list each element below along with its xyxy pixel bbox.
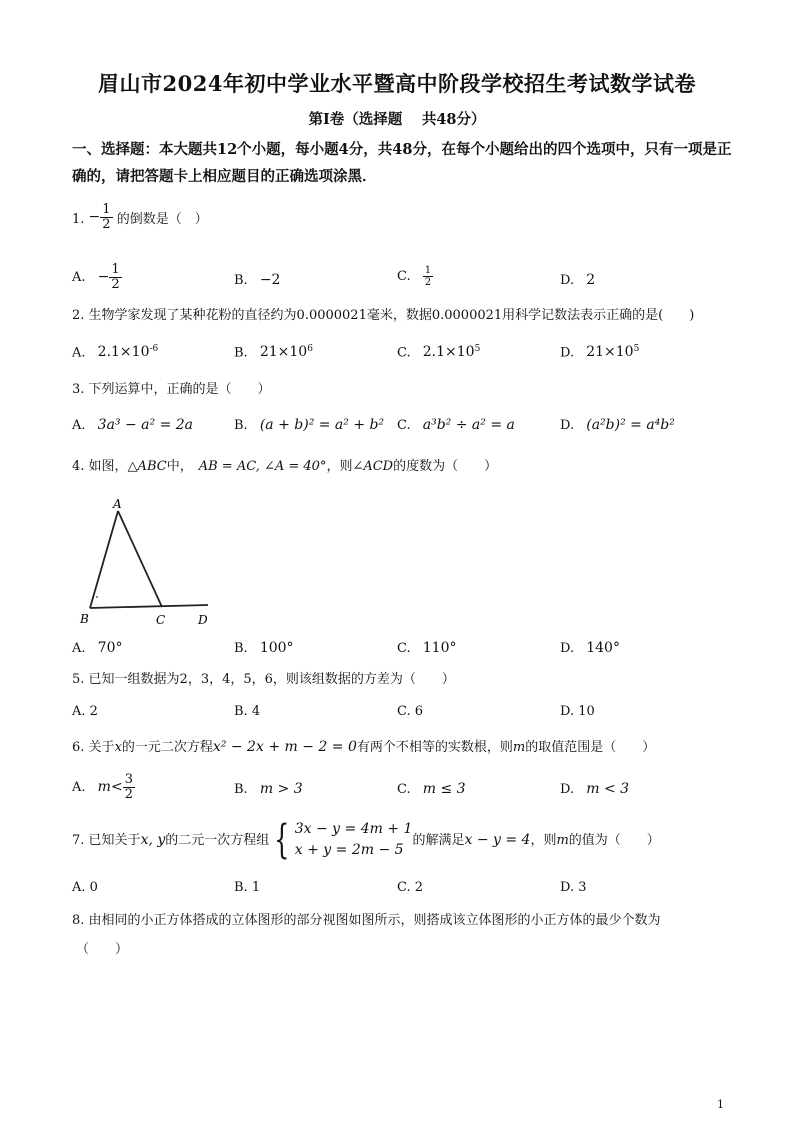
option-value: a³b² ÷ a² = a <box>422 417 515 433</box>
question-stem: 的值为（ ） <box>568 833 660 848</box>
option-label: C. <box>397 418 411 433</box>
question-number: 7. <box>72 833 85 848</box>
question-stem: 有两个不相等的实数根，则 <box>356 740 513 755</box>
question-stem: 的一元二次方程 <box>121 740 213 755</box>
exam-title: 眉山市2024年初中学业水平暨高中阶段学校招生考试数学试卷 <box>98 71 696 96</box>
fraction-denominator: 2 <box>102 217 111 232</box>
option-b <box>234 344 313 360</box>
fraction-numerator: 1 <box>424 265 432 276</box>
option-label: D. <box>560 418 575 433</box>
question-stem: 的解满足 <box>412 833 465 848</box>
option-c <box>397 880 423 895</box>
math-variable: x <box>114 740 122 755</box>
fraction-denominator: 2 <box>424 277 432 288</box>
option-label: C. <box>397 880 411 895</box>
fraction-numerator: 3 <box>124 772 133 787</box>
option-a <box>72 704 98 719</box>
option-label: A. <box>72 418 86 433</box>
question-number: 4. <box>72 459 85 474</box>
option-value: 21×10 <box>586 344 634 361</box>
option-label: B. <box>234 345 248 361</box>
math-variable: m <box>556 833 569 848</box>
option-value: 3a³ − a² = 2a <box>97 417 194 433</box>
option-d <box>560 781 629 797</box>
option-label: D. <box>560 880 575 895</box>
option-d <box>560 880 587 895</box>
fraction-denominator: 2 <box>124 787 133 802</box>
option-a <box>72 417 193 433</box>
option-value: 10 <box>578 704 595 719</box>
question-stem: 由相同的小正方体搭成的立体图形的部分视图如图所示，则搭成该立体图形的小正方体的最少个数为 <box>88 913 661 928</box>
option-label: B. <box>234 273 248 288</box>
vertex-label-c: C <box>156 613 166 627</box>
question-stem: 已知关于 <box>88 833 141 848</box>
vertex-label-a: A <box>113 497 122 511</box>
option-value: 2.1×10 <box>97 344 150 361</box>
math-expression: ∠ACD <box>352 459 394 474</box>
option-label: A. <box>72 780 86 795</box>
option-value: 2 <box>414 880 424 895</box>
option-value: 70° <box>97 640 123 656</box>
left-brace-icon: { <box>274 817 290 863</box>
option-a <box>72 263 122 292</box>
question-8-continued: （ ） <box>76 942 129 957</box>
option-value: 6 <box>414 704 424 719</box>
math-expression: △ABC <box>127 459 167 474</box>
option-label: D. <box>560 641 575 656</box>
dot-mark <box>96 596 98 598</box>
option-b <box>234 417 384 433</box>
equation-line-2: x + y = 2m − 5 <box>294 842 404 858</box>
question-stem: 如图， <box>88 459 128 474</box>
option-c <box>397 265 433 288</box>
fraction-numerator: 1 <box>111 262 120 277</box>
option-value: 2 <box>586 272 596 288</box>
question-number: 2. <box>72 308 85 323</box>
question-stem: 下列运算中，正确的是（ ） <box>88 382 271 397</box>
option-value: 21×10 <box>259 344 308 361</box>
option-a <box>72 640 123 656</box>
section-heading: 一、选择题：本大题共12个小题，每小题4分，共48分，在每个小题给出的四个选项中，只有一项是正确的，请把答题卡上相应题目的正确选项涂黑． <box>72 141 732 185</box>
option-label: A. <box>72 345 86 361</box>
minus-sign: − <box>97 269 110 285</box>
option-value: −2 <box>259 272 281 288</box>
option-label: B. <box>234 880 248 895</box>
side-ac <box>118 511 162 607</box>
question-stem: 的二元一次方程组 <box>165 833 270 848</box>
exponent: 6 <box>307 344 313 354</box>
vertex-label-b: B <box>80 612 89 626</box>
question-2 <box>72 307 694 325</box>
math-variable: m <box>512 740 526 755</box>
option-b <box>234 704 260 719</box>
option-value: 2 <box>89 704 98 719</box>
math-variable: m <box>97 779 111 795</box>
question-4 <box>72 458 497 476</box>
question-number: 6. <box>72 740 85 755</box>
option-b <box>234 781 303 797</box>
option-a <box>72 344 158 360</box>
option-d <box>560 417 675 433</box>
equation-system <box>269 819 412 863</box>
option-c <box>397 344 480 360</box>
option-label: B. <box>234 704 248 719</box>
option-label: D. <box>560 273 575 288</box>
option-value: 140° <box>586 640 620 656</box>
option-c <box>397 417 515 433</box>
option-label: D. <box>560 782 575 797</box>
question-stem: 的度数为（ ） <box>393 459 498 474</box>
question-stem: 的取值范围是（ ） <box>525 740 656 755</box>
question-1 <box>72 202 208 234</box>
option-value: 110° <box>422 640 457 656</box>
question-number: 5. <box>72 672 85 687</box>
option-label: B. <box>234 641 248 656</box>
question-stem: 已知一组数据为2，3，4，5，6，则该组数据的方差为（ ） <box>88 672 455 687</box>
option-b <box>234 880 260 895</box>
math-expression: x, y <box>140 832 166 848</box>
option-d <box>560 640 620 656</box>
side-ab <box>90 511 118 608</box>
option-label: B. <box>234 782 248 797</box>
option-value: (a²b)² = a⁴b² <box>586 417 675 433</box>
option-value: m < 3 <box>586 781 630 797</box>
option-label: A. <box>72 270 86 285</box>
option-d <box>560 344 639 360</box>
option-c <box>397 781 466 797</box>
exponent: 5 <box>474 344 481 354</box>
option-label: D. <box>560 704 575 719</box>
option-d <box>560 272 595 288</box>
math-expression: x² − 2x + m − 2 = 0 <box>212 739 357 755</box>
question-7 <box>72 818 660 863</box>
question-stem: ，则 <box>326 459 353 474</box>
page-number: 1 <box>717 1098 724 1111</box>
option-label: D. <box>560 345 575 361</box>
question-6 <box>72 738 655 757</box>
question-stem: ，则 <box>530 833 557 848</box>
option-c <box>397 704 423 719</box>
option-a <box>72 773 135 802</box>
question-8 <box>72 912 661 930</box>
point-label-d: D <box>198 613 208 627</box>
option-label: C. <box>397 345 411 361</box>
question-stem: 中， <box>166 459 193 474</box>
option-value: 3 <box>578 880 587 895</box>
math-expression: x − y = 4 <box>464 832 531 848</box>
option-label: C. <box>397 641 411 656</box>
question-number: 8. <box>72 913 85 928</box>
option-a <box>72 880 98 895</box>
option-b <box>234 640 294 656</box>
triangle-figure <box>76 495 216 630</box>
option-b <box>234 272 280 288</box>
option-value: 0 <box>89 880 98 895</box>
question-number: 1. <box>72 212 85 227</box>
question-stem: 关于 <box>88 740 115 755</box>
question-stem: 的倒数是（ ） <box>116 212 208 227</box>
option-label: C. <box>397 704 411 719</box>
exponent: 5 <box>633 344 640 354</box>
math-expression: AB = AC, ∠A = 40° <box>198 459 327 474</box>
option-value: m > 3 <box>259 781 303 797</box>
option-c <box>397 640 457 656</box>
math-relation: < <box>110 779 123 795</box>
option-value: 4 <box>251 704 261 719</box>
question-3 <box>72 381 271 399</box>
exponent: -6 <box>149 344 159 354</box>
option-label: C. <box>397 269 411 284</box>
question-number: 3. <box>72 382 85 397</box>
minus-sign: − <box>88 209 101 225</box>
option-label: B. <box>234 418 248 433</box>
option-label: C. <box>397 782 411 797</box>
option-value: 2.1×10 <box>422 344 475 361</box>
option-d <box>560 704 595 719</box>
option-label: A. <box>72 880 86 895</box>
exam-subtitle: 第Ⅰ卷（选择题 共48分） <box>308 111 486 128</box>
fraction-denominator: 2 <box>111 277 120 292</box>
option-value: 1 <box>251 880 261 895</box>
option-value: 100° <box>259 640 294 656</box>
question-stem: 生物学家发现了某种花粉的直径约为0.0000021毫米，数据0.0000021用科学记数法表示正确的是( ) <box>88 308 695 323</box>
fraction-numerator: 1 <box>102 202 111 217</box>
question-5 <box>72 671 455 689</box>
option-value: m ≤ 3 <box>422 781 466 797</box>
equation-line-1: 3x − y = 4m + 1 <box>294 821 413 837</box>
option-label: A. <box>72 704 86 719</box>
line-bd <box>90 605 208 608</box>
option-label: A. <box>72 641 86 656</box>
option-value: (a + b)² = a² + b² <box>259 417 385 433</box>
